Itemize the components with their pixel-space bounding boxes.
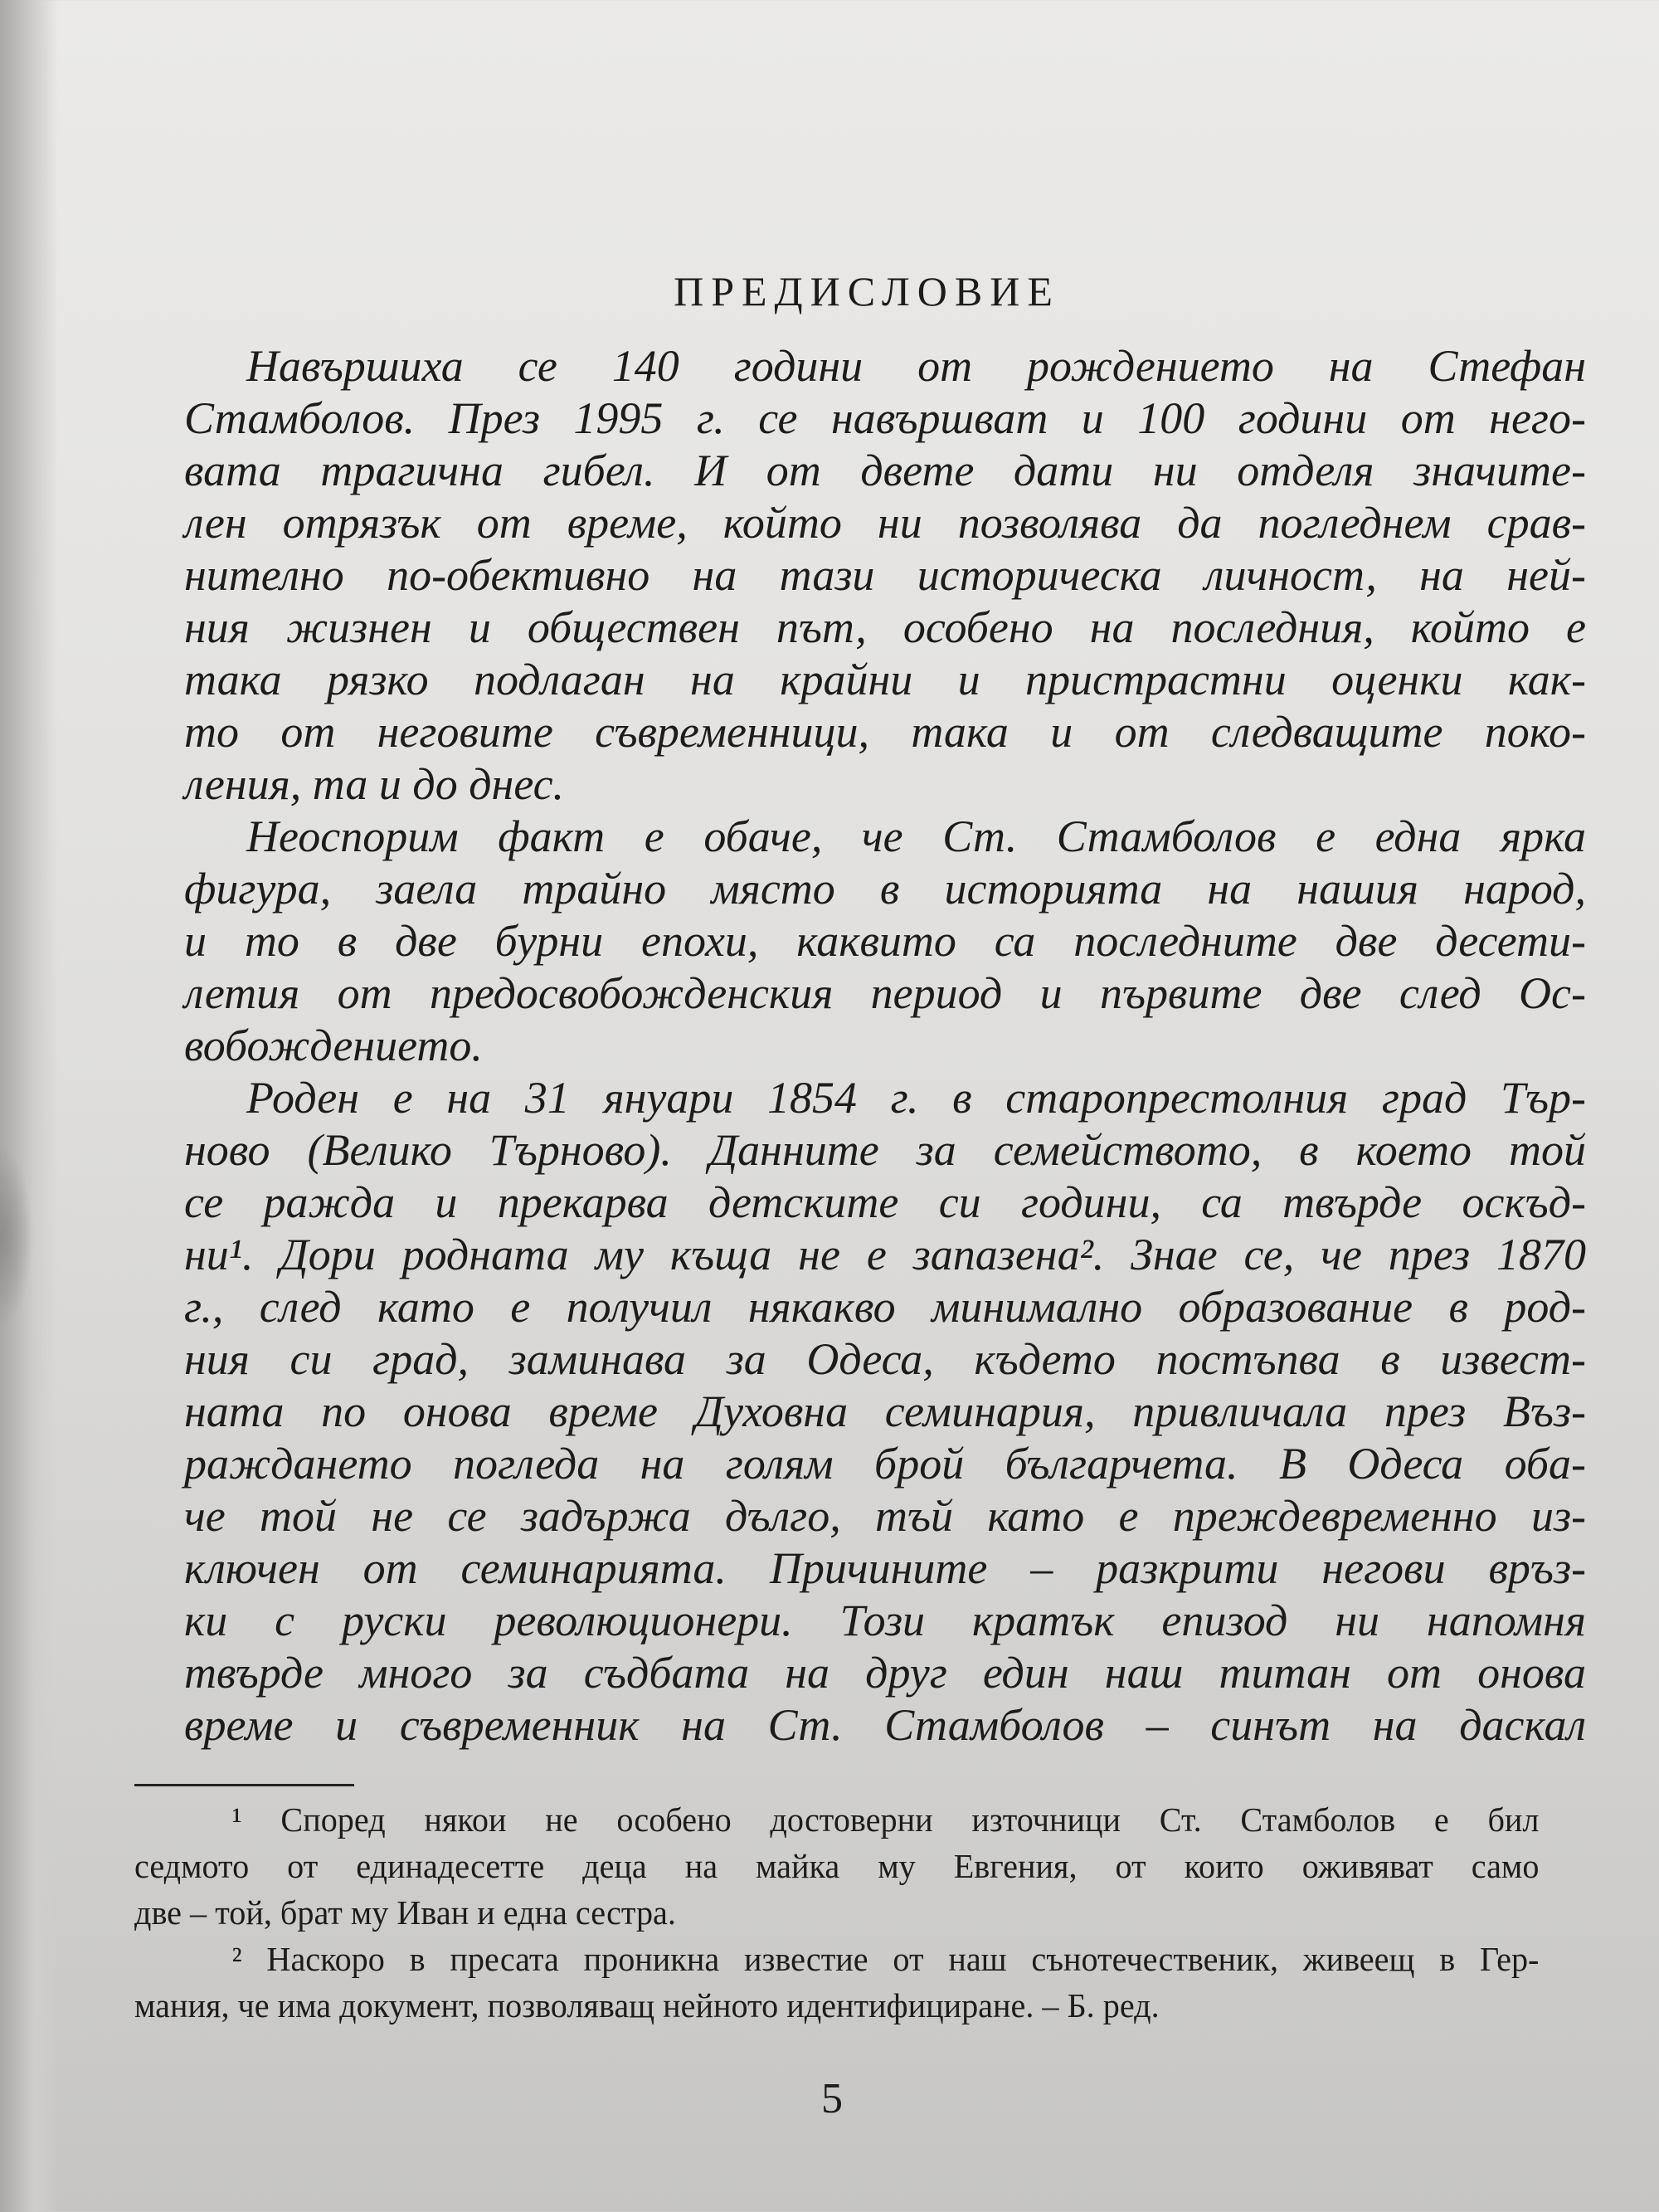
text-line: ки с руски революционери. Този кратък епизод ни напомня bbox=[184, 1596, 1586, 1645]
text-line: Навършиха се 140 години от рождението на Стефан bbox=[246, 341, 1586, 391]
text-line: г., след като е получил някакво минимално образование в род- bbox=[184, 1282, 1586, 1332]
text-line: ния си град, заминава за Одеса, където постъпва в извест- bbox=[184, 1334, 1586, 1384]
footnote-line: ¹ Според някои не особено достоверни източници Ст. Стамболов е бил bbox=[231, 1800, 1540, 1839]
footnote-line: ² Наскоро в пресата проникна известие от наш сънотечественик, живеещ в Гер- bbox=[231, 1940, 1540, 1978]
body-text bbox=[184, 340, 1586, 1752]
page-number: 5 bbox=[821, 2075, 843, 2122]
text-line: и то в две бурни епохи, каквито са последните две десети- bbox=[184, 916, 1586, 966]
page-crease bbox=[0, 1145, 33, 1328]
footnotes bbox=[134, 1796, 1568, 2029]
text-line: време и съвременник на Ст. Стамболов – синът на даскал bbox=[184, 1700, 1586, 1750]
page-title: ПРЕДИСЛОВИЕ bbox=[674, 267, 1060, 314]
text-line: то от неговите съвременници, така и от следващите поко- bbox=[184, 707, 1586, 757]
text-line: Стамболов. През 1995 г. се навършват и 100 години от него- bbox=[184, 393, 1586, 443]
text-line: ни¹. Дори родната му къща не е запазена². Знае се, че през 1870 bbox=[184, 1230, 1586, 1279]
footnote-line: седмото от единадесетте деца на майка му Евгения, от които оживяват само bbox=[134, 1847, 1540, 1885]
text-line: вата трагична гибел. И от двете дати ни отделя значите- bbox=[184, 446, 1586, 495]
footnote bbox=[134, 1796, 1568, 1936]
text-line: ления, та и до днес. bbox=[184, 759, 565, 809]
page-fold-shadow bbox=[0, 0, 58, 2212]
text-line: Роден е на 31 януари 1854 г. в старопрестолния град Тър- bbox=[246, 1073, 1586, 1123]
footnote bbox=[134, 1936, 1568, 2029]
text-line: така рязко подлаган на крайни и пристрастни оценки как- bbox=[184, 655, 1586, 704]
paragraph bbox=[184, 811, 1586, 1072]
text-line: ново (Велико Търново). Данните за семейството, в което той bbox=[184, 1125, 1586, 1175]
text-line: летия от предосвобожденския период и първите две след Ос- bbox=[184, 968, 1586, 1018]
paragraph bbox=[184, 1072, 1586, 1752]
footnote-separator bbox=[134, 1784, 354, 1786]
text-line: Неоспорим факт е обаче, че Ст. Стамболов е една ярка bbox=[246, 811, 1586, 861]
text-line: ключен от семинарията. Причините – разкрити негови връз- bbox=[184, 1543, 1586, 1593]
text-line: се ражда и прекарва детските си години, са твърде оскъд- bbox=[184, 1177, 1586, 1227]
text-line: ния жизнен и обществен път, особено на последния, който е bbox=[184, 602, 1586, 652]
text-line: вобождението. bbox=[184, 1021, 483, 1070]
text-line: твърде много за съдбата на друг един наш титан от онова bbox=[184, 1648, 1586, 1698]
text-line: че той не се задържа дълго, тъй като е преждевременно из- bbox=[184, 1491, 1586, 1541]
text-line: ната по онова време Духовна семинария, привличала през Въз- bbox=[184, 1386, 1586, 1436]
paragraph bbox=[184, 340, 1586, 811]
text-line: фигура, заела трайно място в историята на нашия народ, bbox=[184, 864, 1586, 914]
text-line: лен отрязък от време, който ни позволява да погледнем срав- bbox=[184, 498, 1586, 548]
text-line: раждането погледа на голям брой българчета. В Одеса оба- bbox=[184, 1439, 1586, 1488]
footnote-line: две – той, брат му Иван и една сестра. bbox=[134, 1893, 676, 1932]
text-line: нително по-обективно на тази историческа личност, на ней- bbox=[184, 550, 1586, 600]
footnote-line: мания, че има документ, позволяващ нейното идентифициране. – Б. ред. bbox=[134, 1986, 1160, 2024]
